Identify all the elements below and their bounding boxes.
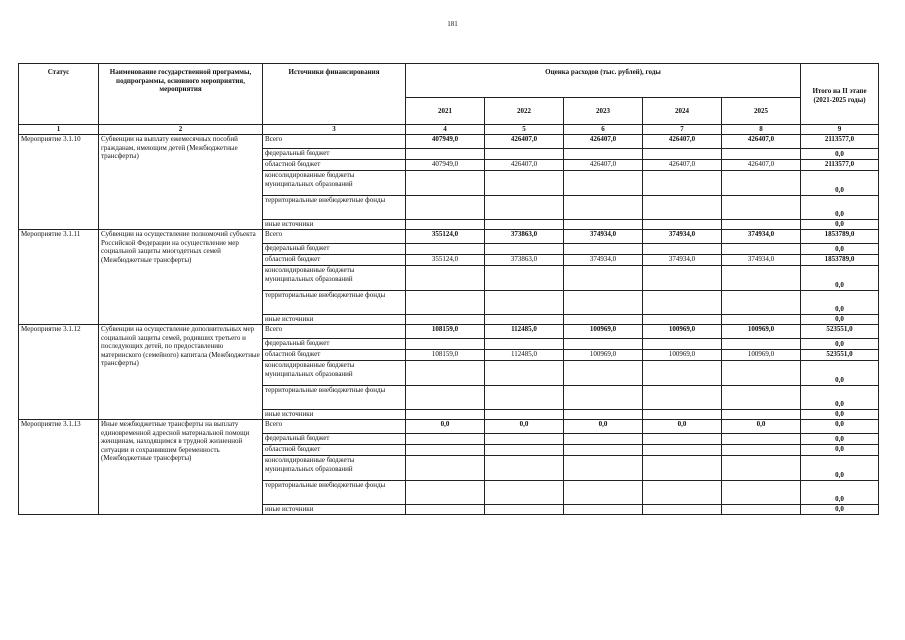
year-value-cell (406, 291, 485, 315)
column-number: 5 (485, 125, 564, 135)
total-cell: 2113577,0 (801, 160, 879, 171)
year-value-cell: 374934,0 (564, 255, 643, 266)
total-cell: 0,0 (801, 339, 879, 350)
funding-source: консолидированные бюджеты муниципальных образований (263, 266, 406, 291)
year-value-cell (406, 220, 485, 230)
header-status: Статус (19, 64, 99, 125)
year-value-cell: 426407,0 (643, 135, 722, 149)
year-value-cell: 100969,0 (643, 350, 722, 361)
year-value-cell: 355124,0 (406, 255, 485, 266)
year-value-cell: 100969,0 (564, 325, 643, 339)
year-value-cell: 426407,0 (722, 135, 801, 149)
funding-source: консолидированные бюджеты муниципальных образований (263, 361, 406, 386)
measure-name: Субвенции на выплату ежемесячных пособий гражданам, имеющим детей (Межбюджетные трансферты) (99, 135, 263, 230)
column-number: 8 (722, 125, 801, 135)
year-value-cell (643, 386, 722, 410)
total-cell: 523551,0 (801, 325, 879, 339)
measure-status: Мероприятие 3.1.11 (19, 230, 99, 325)
year-value-cell (406, 456, 485, 481)
year-value-cell (722, 171, 801, 196)
header-year: 2022 (485, 98, 564, 125)
header-year: 2023 (564, 98, 643, 125)
year-value-cell: 0,0 (722, 420, 801, 434)
year-value-cell: 426407,0 (643, 160, 722, 171)
year-value-cell (406, 386, 485, 410)
total-cell: 1853789,0 (801, 255, 879, 266)
year-value-cell (564, 149, 643, 160)
funding-source: областной бюджет (263, 350, 406, 361)
year-value-cell: 100969,0 (722, 350, 801, 361)
column-number: 7 (643, 125, 722, 135)
year-value-cell: 373863,0 (485, 255, 564, 266)
header-year: 2021 (406, 98, 485, 125)
funding-source: федеральный бюджет (263, 434, 406, 445)
measure-name: Субвенции на осуществление дополнительных мер социальной защиты семей, родивших третьего и последующих детей, по предоставлению материнского (семейного) капитала (Межбюджетные трансферты) (99, 325, 263, 420)
header-sources: Источники финансирования (263, 64, 406, 125)
year-value-cell: 355124,0 (406, 230, 485, 244)
table-row (19, 135, 879, 149)
year-value-cell (406, 196, 485, 220)
funding-source: федеральный бюджет (263, 339, 406, 350)
total-cell: 0,0 (801, 434, 879, 445)
year-value-cell: 374934,0 (643, 230, 722, 244)
year-value-cell (722, 386, 801, 410)
year-value-cell (406, 244, 485, 255)
year-value-cell: 108159,0 (406, 325, 485, 339)
funding-source: Всего (263, 135, 406, 149)
funding-source: иные источники (263, 410, 406, 420)
year-value-cell (722, 244, 801, 255)
year-value-cell (643, 171, 722, 196)
year-value-cell (722, 505, 801, 515)
header-total: Итого на II этапе (2021-2025 годы) (801, 64, 879, 125)
year-value-cell (722, 196, 801, 220)
year-value-cell (485, 149, 564, 160)
total-cell: 0,0 (801, 171, 879, 196)
year-value-cell (564, 434, 643, 445)
year-value-cell: 374934,0 (564, 230, 643, 244)
measure-status: Мероприятие 3.1.12 (19, 325, 99, 420)
header-name: Наименование государственной программы, подпрограммы, основного мероприятия, мероприятия (99, 64, 263, 125)
year-value-cell (564, 291, 643, 315)
year-value-cell (406, 339, 485, 350)
year-value-cell (485, 291, 564, 315)
year-value-cell (722, 481, 801, 505)
year-value-cell (564, 505, 643, 515)
total-cell: 0,0 (801, 196, 879, 220)
year-value-cell (722, 149, 801, 160)
table-row (19, 230, 879, 244)
funding-source: Всего (263, 420, 406, 434)
year-value-cell (564, 266, 643, 291)
year-value-cell: 374934,0 (722, 255, 801, 266)
funding-source: территориальные внебюджетные фонды (263, 481, 406, 505)
year-value-cell (564, 171, 643, 196)
total-cell: 1853789,0 (801, 230, 879, 244)
measure-status: Мероприятие 3.1.13 (19, 420, 99, 515)
funding-source: федеральный бюджет (263, 149, 406, 160)
year-value-cell (722, 266, 801, 291)
year-value-cell (643, 445, 722, 456)
header-year: 2024 (643, 98, 722, 125)
year-value-cell (406, 410, 485, 420)
year-value-cell (643, 244, 722, 255)
funding-source: консолидированные бюджеты муниципальных образований (263, 171, 406, 196)
year-value-cell (643, 361, 722, 386)
column-number: 6 (564, 125, 643, 135)
year-value-cell: 108159,0 (406, 350, 485, 361)
table-row (19, 325, 879, 339)
year-value-cell: 426407,0 (722, 160, 801, 171)
total-cell: 523551,0 (801, 350, 879, 361)
header-estimate: Оценка расходов (тыс. рублей), годы (406, 64, 801, 98)
year-value-cell (643, 481, 722, 505)
total-cell: 0,0 (801, 244, 879, 255)
year-value-cell: 0,0 (406, 420, 485, 434)
year-value-cell: 100969,0 (722, 325, 801, 339)
measure-name: Субвенции на осуществление полномочий субъекта Российской Федерации на осуществление мер социальной защиты многодетных семей (Межбюджетные трансферты) (99, 230, 263, 325)
funding-source: территориальные внебюджетные фонды (263, 386, 406, 410)
year-value-cell: 0,0 (564, 420, 643, 434)
year-value-cell: 426407,0 (485, 160, 564, 171)
column-number: 4 (406, 125, 485, 135)
year-value-cell: 426407,0 (485, 135, 564, 149)
year-value-cell (406, 171, 485, 196)
year-value-cell (406, 445, 485, 456)
year-value-cell: 426407,0 (564, 160, 643, 171)
year-value-cell (643, 315, 722, 325)
year-value-cell: 0,0 (643, 420, 722, 434)
year-value-cell (722, 339, 801, 350)
funding-source: Всего (263, 230, 406, 244)
funding-source: федеральный бюджет (263, 244, 406, 255)
table-header (19, 64, 879, 135)
year-value-cell (406, 266, 485, 291)
year-value-cell: 100969,0 (564, 350, 643, 361)
funding-source: иные источники (263, 505, 406, 515)
funding-source: иные источники (263, 315, 406, 325)
year-value-cell (485, 244, 564, 255)
year-value-cell (643, 196, 722, 220)
total-cell: 0,0 (801, 481, 879, 505)
total-cell: 0,0 (801, 505, 879, 515)
year-value-cell: 100969,0 (643, 325, 722, 339)
year-value-cell (485, 434, 564, 445)
measure-name: Иные межбюджетные трансферты на выплату единовременной адресной материальной помощи женщинам, находящимся в трудной жизненной ситуации и сохранившим беременность (Межбюджетные трансферты) (99, 420, 263, 515)
year-value-cell (564, 339, 643, 350)
year-value-cell: 112485,0 (485, 350, 564, 361)
year-value-cell (485, 481, 564, 505)
year-value-cell (406, 361, 485, 386)
year-value-cell (485, 196, 564, 220)
total-cell: 0,0 (801, 361, 879, 386)
funding-source: Всего (263, 325, 406, 339)
total-cell: 0,0 (801, 220, 879, 230)
table-body (19, 135, 879, 515)
year-value-cell: 0,0 (485, 420, 564, 434)
year-value-cell: 374934,0 (722, 230, 801, 244)
year-value-cell (643, 339, 722, 350)
year-value-cell (643, 266, 722, 291)
year-value-cell (485, 410, 564, 420)
year-value-cell (722, 456, 801, 481)
total-cell: 0,0 (801, 456, 879, 481)
expenditure-table (18, 63, 879, 515)
year-value-cell (485, 220, 564, 230)
year-value-cell: 426407,0 (564, 135, 643, 149)
year-value-cell (406, 434, 485, 445)
funding-source: областной бюджет (263, 255, 406, 266)
year-value-cell (643, 149, 722, 160)
year-value-cell (564, 244, 643, 255)
funding-source: иные источники (263, 220, 406, 230)
year-value-cell (564, 386, 643, 410)
column-number: 3 (263, 125, 406, 135)
header-year: 2025 (722, 98, 801, 125)
column-number-row (19, 125, 879, 135)
year-value-cell: 374934,0 (643, 255, 722, 266)
year-value-cell (643, 434, 722, 445)
total-cell: 0,0 (801, 266, 879, 291)
column-number: 1 (19, 125, 99, 135)
funding-source: консолидированные бюджеты муниципальных образований (263, 456, 406, 481)
year-value-cell (564, 196, 643, 220)
year-value-cell (643, 410, 722, 420)
funding-source: территориальные внебюджетные фонды (263, 196, 406, 220)
year-value-cell (485, 505, 564, 515)
column-number: 9 (801, 125, 879, 135)
year-value-cell (485, 361, 564, 386)
total-cell: 0,0 (801, 291, 879, 315)
total-cell: 0,0 (801, 315, 879, 325)
total-cell: 0,0 (801, 386, 879, 410)
funding-source: областной бюджет (263, 445, 406, 456)
year-value-cell (643, 456, 722, 481)
year-value-cell (564, 361, 643, 386)
year-value-cell (722, 445, 801, 456)
year-value-cell: 407949,0 (406, 135, 485, 149)
year-value-cell (722, 315, 801, 325)
year-value-cell (485, 456, 564, 481)
total-cell: 0,0 (801, 410, 879, 420)
column-number: 2 (99, 125, 263, 135)
table-row (19, 420, 879, 434)
year-value-cell (722, 434, 801, 445)
year-value-cell (643, 291, 722, 315)
year-value-cell (564, 410, 643, 420)
year-value-cell (485, 171, 564, 196)
year-value-cell (722, 291, 801, 315)
funding-source: территориальные внебюджетные фонды (263, 291, 406, 315)
year-value-cell (722, 220, 801, 230)
year-value-cell (406, 505, 485, 515)
year-value-cell (485, 266, 564, 291)
year-value-cell (485, 339, 564, 350)
year-value-cell (564, 220, 643, 230)
year-value-cell (406, 315, 485, 325)
year-value-cell (406, 481, 485, 505)
year-value-cell (722, 410, 801, 420)
year-value-cell (722, 361, 801, 386)
funding-source: областной бюджет (263, 160, 406, 171)
year-value-cell (485, 315, 564, 325)
year-value-cell (564, 456, 643, 481)
total-cell: 2113577,0 (801, 135, 879, 149)
year-value-cell (485, 386, 564, 410)
year-value-cell: 112485,0 (485, 325, 564, 339)
measure-status: Мероприятие 3.1.10 (19, 135, 99, 230)
year-value-cell (564, 445, 643, 456)
year-value-cell (564, 315, 643, 325)
year-value-cell (406, 149, 485, 160)
total-cell: 0,0 (801, 420, 879, 434)
year-value-cell (485, 445, 564, 456)
page-number: 181 (447, 20, 458, 28)
year-value-cell: 373863,0 (485, 230, 564, 244)
total-cell: 0,0 (801, 445, 879, 456)
total-cell: 0,0 (801, 149, 879, 160)
year-value-cell (564, 481, 643, 505)
year-value-cell (643, 220, 722, 230)
year-value-cell: 407949,0 (406, 160, 485, 171)
year-value-cell (643, 505, 722, 515)
